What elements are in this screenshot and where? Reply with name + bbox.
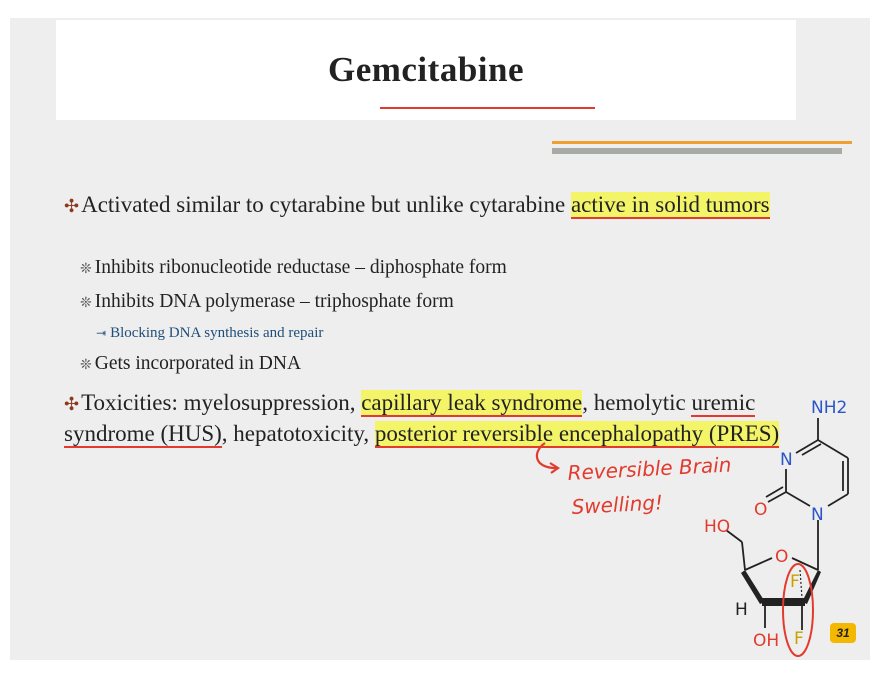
toxicities-text-c: , hepatotoxicity, [221, 421, 375, 446]
sub-bullet-dna-polymerase-text: Inhibits DNA polymerase – triphosphate form [94, 291, 454, 312]
gemcitabine-structure [690, 380, 870, 660]
asterisk-icon: ❊ [80, 296, 92, 311]
underline-hus: uremic syndrome (HUS) [64, 390, 756, 446]
sub-sub-bullet-blocking-text: Blocking DNA synthesis and repair [110, 325, 324, 341]
page-number-badge: 31 [830, 623, 856, 643]
highlight-pres: posterior reversible encephalopathy (PRES) [374, 421, 780, 446]
wedge-bond-left [741, 570, 765, 604]
bond-c4-c5prime [742, 542, 745, 570]
toxicities-text-a: Toxicities: myelosuppression, [81, 390, 362, 415]
asterisk-icon: ❊ [80, 358, 92, 373]
label-carbonyl-o: O [754, 500, 768, 520]
highlight-solid-tumors: active in solid tumors [570, 192, 770, 217]
label-ho: HO [704, 517, 731, 537]
bond-oring-c4prime [745, 558, 772, 570]
bond-c4-n3-double [802, 444, 821, 455]
asterisk-icon: ❊ [80, 262, 92, 277]
bond-c4-n3 [796, 440, 818, 453]
highlight-capillary-leak: capillary leak syndrome [361, 390, 583, 415]
four-petal-flower-icon: ✣ [64, 196, 80, 216]
toxicities-text-b: , hemolytic [582, 390, 692, 415]
four-petal-flower-icon: ✣ [64, 394, 80, 414]
bullet-activation-text: Activated similar to cytarabine but unlike cytarabine [81, 192, 571, 217]
hash-bond-f [800, 570, 802, 598]
sub-bullet-incorporated-text: Gets incorporated in DNA [94, 353, 302, 374]
right-arrow-icon: ⇥ [96, 326, 107, 340]
sub-bullet-rnr-text: Inhibits ribonucleotide reductase – diphosphate form [94, 257, 507, 278]
label-oh: OH [753, 631, 780, 651]
label-n1: N [811, 505, 824, 525]
annotation-line-1: Reversible Brain [567, 452, 732, 485]
label-n3: N [780, 450, 793, 470]
label-h: H [735, 600, 748, 620]
annotation-line-2: Swelling! [571, 490, 664, 519]
bond-c4-c5 [818, 440, 848, 458]
bond-c6-n1 [828, 494, 848, 506]
page-title: Gemcitabine [327, 50, 525, 89]
label-nh2: NH2 [811, 398, 848, 418]
label-ring-o: O [775, 547, 789, 567]
label-f-top: F [790, 572, 800, 592]
label-f-bottom: F [794, 629, 804, 649]
bond-c2-n1 [786, 492, 810, 506]
